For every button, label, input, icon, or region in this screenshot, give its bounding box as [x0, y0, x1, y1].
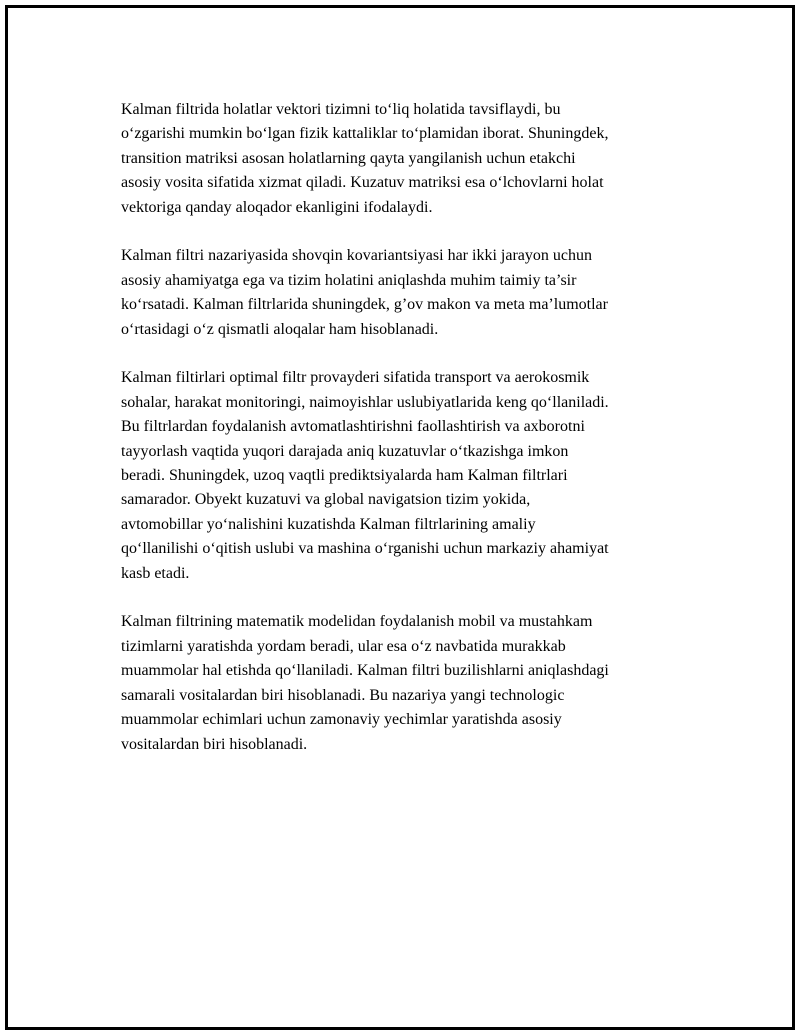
text-line: qo‘llanilishi o‘qitish uslubi va mashina o‘rganishi uchun markaziy ahamiyat [121, 540, 609, 558]
text-line: Kalman filtirlari optimal filtr provayderi sifatida transport va aerokosmik [121, 369, 590, 387]
text-line: sohalar, harakat monitoringi, naimoyishlar uslubiyatlarida keng qo‘llaniladi. [121, 393, 609, 411]
text-line: Kalman filtrida holatlar vektori tizimni to‘liq holatida tavsiflaydi, bu [121, 101, 561, 118]
text-line: beradi. Shuningdek, uzoq vaqtli prediktsiyalarda ham Kalman filtrlari [121, 467, 568, 485]
text-line: transition matriksi asosan holatlarning qayta yangilanish uchun etakchi [121, 149, 576, 167]
text-line: kasb etadi. [121, 564, 190, 582]
text-line: Bu filtrlardan foydalanish avtomatlashtirishni faollashtirish va axborotni [121, 418, 585, 436]
text-line: vositalardan biri hisoblanadi. [121, 735, 308, 753]
document-body [121, 98, 691, 757]
text-line: o‘zgarishi mumkin bo‘lgan fizik kattaliklar to‘plamidan iborat. Shuningdek, [121, 125, 609, 143]
text-line: Kalman filtrining matematik modelidan foydalanish mobil va mustahkam [121, 613, 593, 631]
text-line: asosiy vosita sifatida xizmat qiladi. Kuzatuv matriksi esa o‘lchovlarni holat [121, 174, 604, 192]
text-line: avtomobillar yo‘nalishini kuzatishda Kalman filtrlarining amaliy [121, 515, 536, 533]
paragraph-1 [121, 98, 691, 220]
text-line: o‘rtasidagi o‘z qismatli aloqalar ham hisoblanadi. [121, 320, 439, 338]
text-line: vektoriga qanday aloqador ekanligini ifodalaydi. [121, 198, 433, 216]
text-line: samarali vositalardan biri hisoblanadi. Bu nazariya yangi technologic [121, 686, 565, 704]
text-line: samarador. Obyekt kuzatuvi va global navigatsion tizim yokida, [121, 491, 531, 509]
text-line: tayyorlash vaqtida yuqori darajada aniq kuzatuvlar o‘tkazishga imkon [121, 442, 569, 460]
text-line: muammolar hal etishda qo‘llaniladi. Kalman filtri buzilishlarni aniqlashdagi [121, 662, 609, 680]
text-line: Kalman filtri nazariyasida shovqin kovariantsiyasi har ikki jarayon uchun [121, 247, 592, 265]
text-line: muammolar echimlari uchun zamonaviy yechimlar yaratishda asosiy [121, 711, 562, 729]
text-line: ko‘rsatadi. Kalman filtrlarida shuningdek, g’ov makon va meta ma’lumotlar [121, 296, 608, 314]
paragraph-2 [121, 244, 691, 342]
paragraph-4 [121, 610, 691, 756]
text-line: tizimlarni yaratishda yordam beradi, ular esa o‘z navbatida murakkab [121, 637, 566, 655]
text-line: asosiy ahamiyatga ega va tizim holatini aniqlashda muhim taimiy ta’sir [121, 271, 577, 289]
paragraph-3 [121, 366, 691, 586]
page-frame [5, 5, 795, 1030]
